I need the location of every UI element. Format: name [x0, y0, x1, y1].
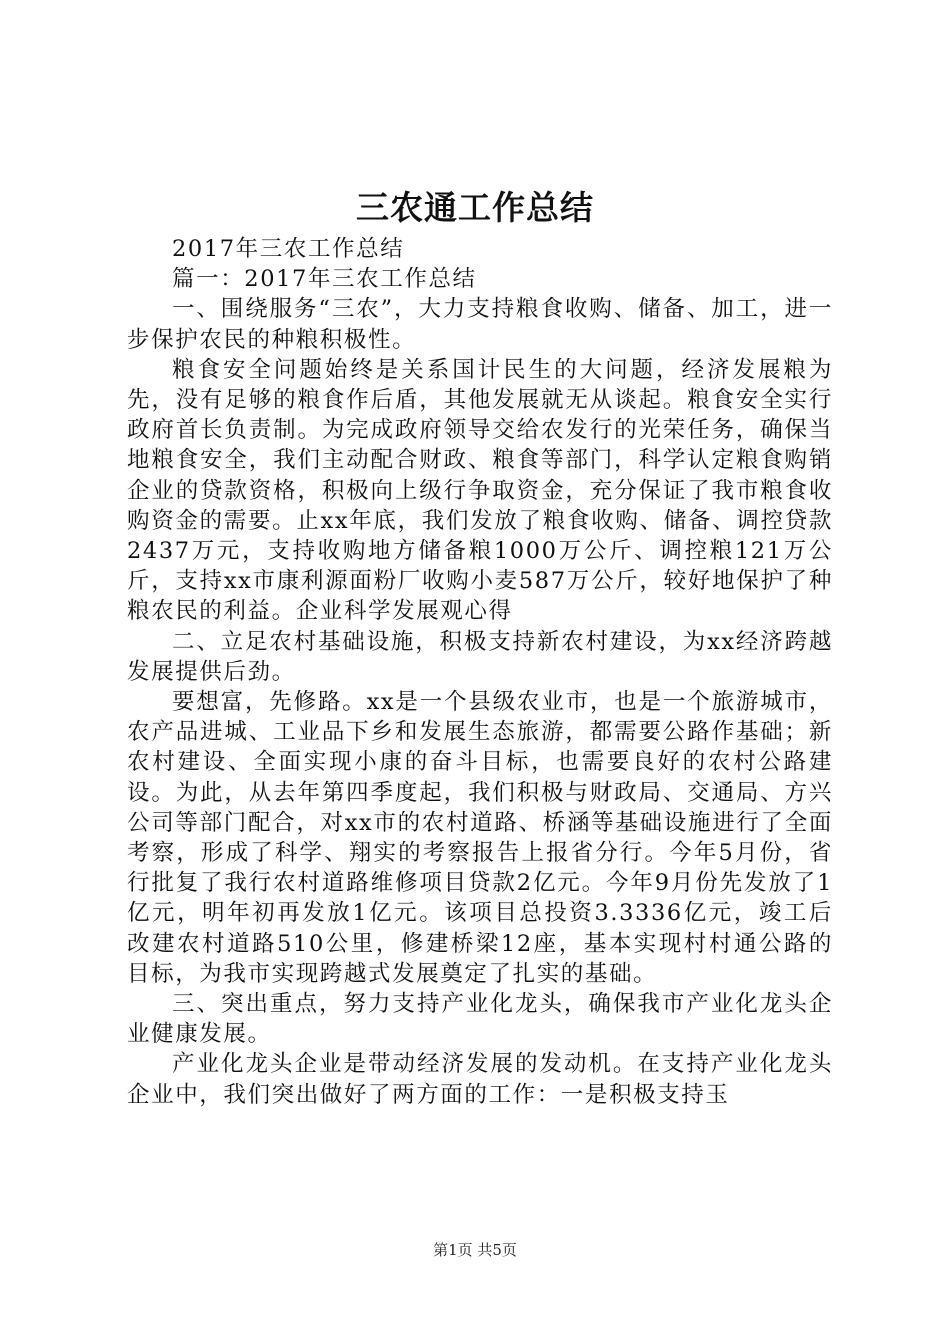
paragraph-subtitle: 2017年三农工作总结: [172, 236, 405, 262]
paragraph-body-2: 要想富，先修路。xx是一个县级农业市，也是一个旅游城市，农产品进城、工业品下乡和发展生态旅游，都需要公路作基础；新农村建设、全面实现小康的奋斗目标，也需要良好的农村公路建设。为此，从去年第四季度起，我们积极与财政局、交通局、方兴公司等部门配合，对xx市的农村道路、桥涵等基础设施进行了全面考察，形成了科学、翔实的考察报告上报省分行。今年5月份，省行批复了我行农村道路维修项目贷款2亿元。今年9月份先发放了1亿元，明年初再发放1亿元。该项目总投资3.3336亿元，竣工后改建农村道路510公里，修建桥梁12座，基本实现村村通公路的目标，为我市实现跨越式发展奠定了扎实的基础。: [127, 689, 833, 987]
paragraph-heading-2: 二、立足农村基础设施，积极支持新农村建设，为xx经济跨越发展提供后劲。: [127, 628, 833, 685]
document-body: [127, 234, 833, 1110]
page-footer: 第1页 共5页: [433, 1241, 517, 1259]
paragraph-heading-1: 一、围绕服务“三农”，大力支持粮食收购、储备、加工，进一步保护农民的种粮积极性。: [127, 296, 833, 353]
paragraph-body-3: 产业化龙头企业是带动经济发展的发动机。在支持产业化龙头企业中，我们突出做好了两方面的工作：一是积极支持玉: [127, 1051, 833, 1108]
paragraph-section-label: 篇一：2017年三农工作总结: [172, 266, 477, 293]
paragraph-body-1: 粮食安全问题始终是关系国计民生的大问题，经济发展粮为先，没有足够的粮食作后盾，其他发展就无从谈起。粮食安全实行政府首长负责制。为完成政府领导交给农发行的光荣任务，确保当地粮食安全，我们主动配合财政、粮食等部门，科学认定粮食购销企业的贷款资格，积极向上级行争取资金，充分保证了我市粮食收购资金的需要。止xx年底，我们发放了粮食收购、储备、调控贷款2437万元，支持收购地方储备粮1000万公斤、调控粮121万公斤，支持xx市康利源面粉厂收购小麦587万公斤，较好地保护了种粮农民的利益。企业科学发展观心得: [127, 356, 833, 625]
paragraph-heading-3: 三、突出重点，努力支持产业化龙头，确保我市产业化龙头企业健康发展。: [127, 991, 833, 1048]
document-title: 三农通工作总结: [356, 188, 594, 227]
